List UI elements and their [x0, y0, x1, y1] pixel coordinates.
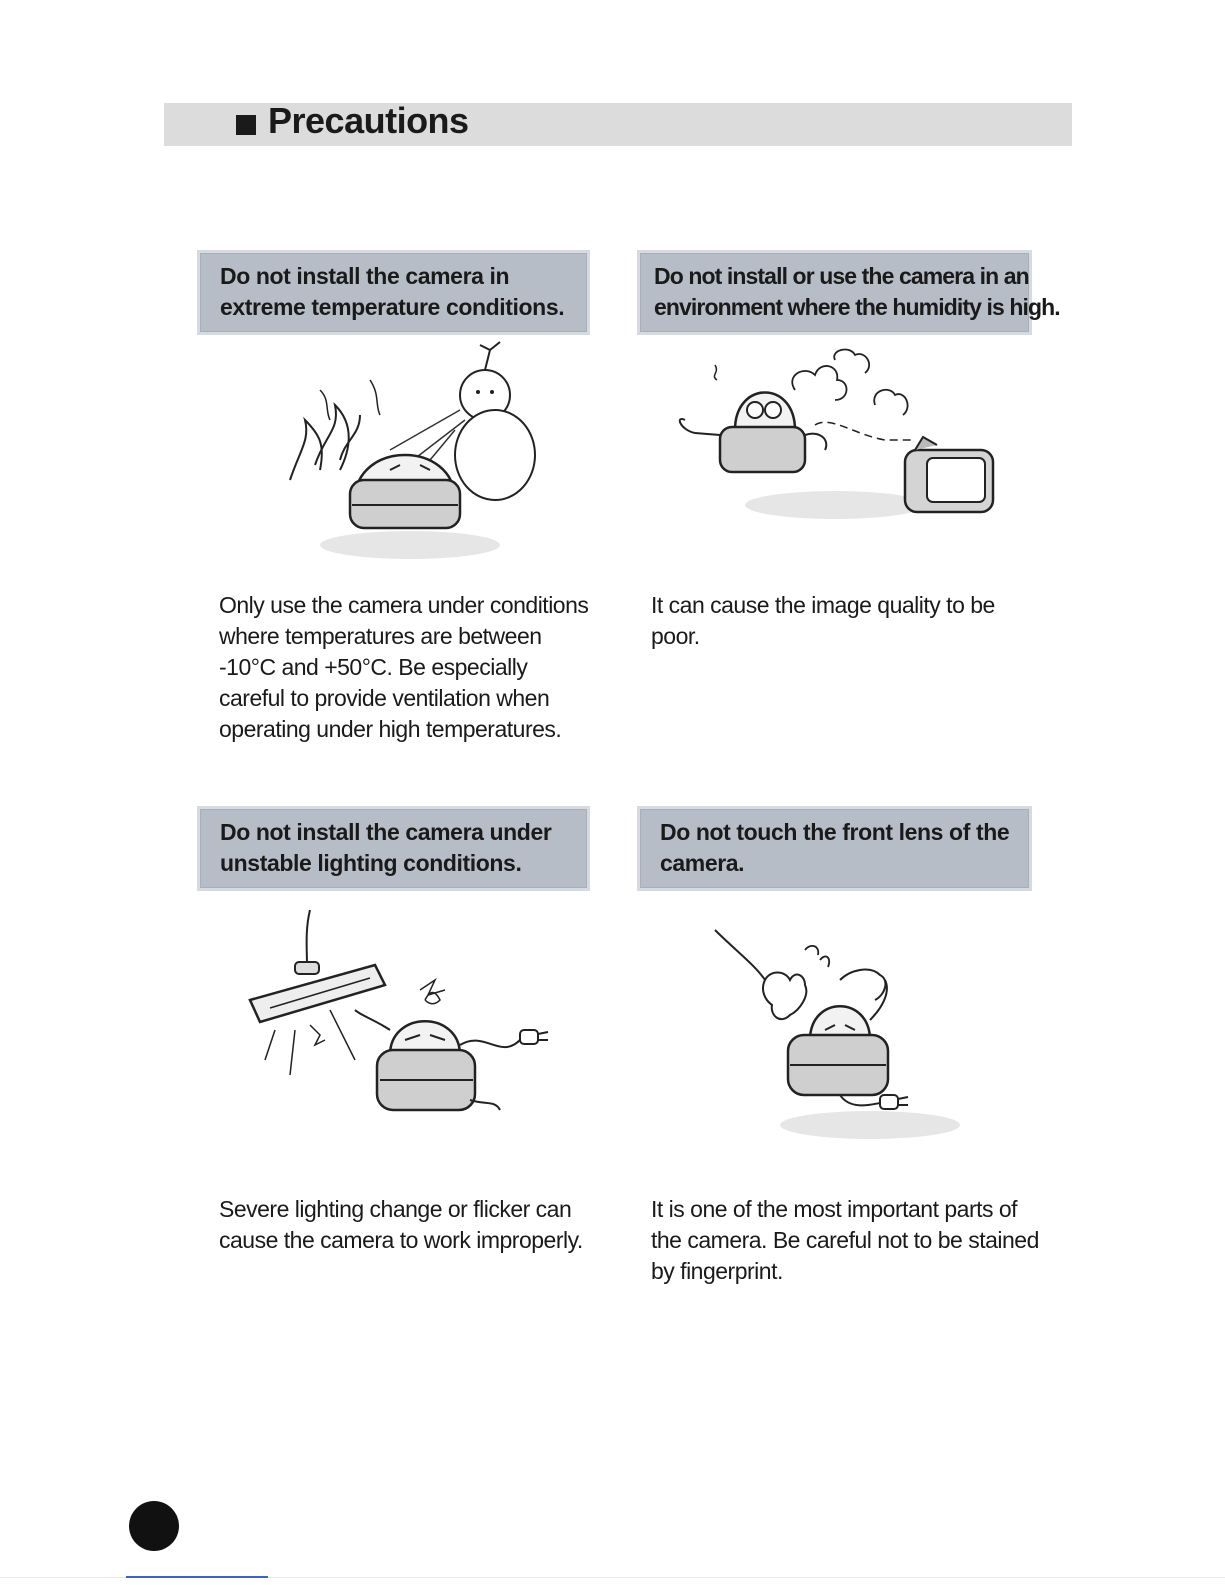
heading-line: camera.	[660, 850, 745, 876]
page-title: Precautions	[268, 100, 469, 141]
section-body-lighting	[219, 1194, 583, 1256]
camera-humidifier-icon	[665, 345, 1005, 535]
page-bottom-link-underline	[126, 1576, 268, 1578]
body-line: -10°C and +50°C. Be especially	[219, 654, 528, 680]
heading-line: unstable lighting conditions.	[220, 850, 522, 876]
body-line: by fingerprint.	[651, 1258, 783, 1284]
section-heading-humidity	[637, 250, 1060, 335]
camera-hand-touch-icon	[710, 925, 970, 1145]
body-line: It is one of the most important parts of	[651, 1196, 1018, 1222]
heading-line: Do not touch the front lens of the	[660, 819, 1010, 845]
camera-flickering-lamp-icon	[245, 910, 565, 1140]
section-body-lens	[651, 1194, 1039, 1287]
body-line: cause the camera to work improperly.	[219, 1227, 583, 1253]
heading-line: Do not install or use the camera in an	[654, 263, 1029, 289]
page-number-dot	[129, 1501, 179, 1551]
heading-line: Do not install the camera under	[220, 819, 552, 845]
body-line: where temperatures are between	[219, 623, 542, 649]
section-body-humidity	[651, 590, 995, 652]
section-heading-lens	[637, 806, 1032, 891]
section-heading-temperature	[197, 250, 590, 335]
section-heading-lighting	[197, 806, 590, 891]
body-line: It can cause the image quality to be	[651, 592, 995, 618]
body-line: Only use the camera under conditions	[219, 592, 589, 618]
body-line: poor.	[651, 623, 700, 649]
body-line: careful to provide ventilation when	[219, 685, 550, 711]
heading-line: extreme temperature conditions.	[220, 294, 565, 320]
body-line: the camera. Be careful not to be stained	[651, 1227, 1039, 1253]
section-body-temperature	[219, 590, 588, 745]
body-line: operating under high temperatures.	[219, 716, 562, 742]
heading-line: Do not install the camera in	[220, 263, 510, 289]
heading-line: environment where the humidity is high.	[654, 294, 1060, 320]
camera-fire-snowman-icon	[280, 340, 540, 570]
body-line: Severe lighting change or flicker can	[219, 1196, 572, 1222]
square-bullet-icon	[236, 115, 256, 135]
